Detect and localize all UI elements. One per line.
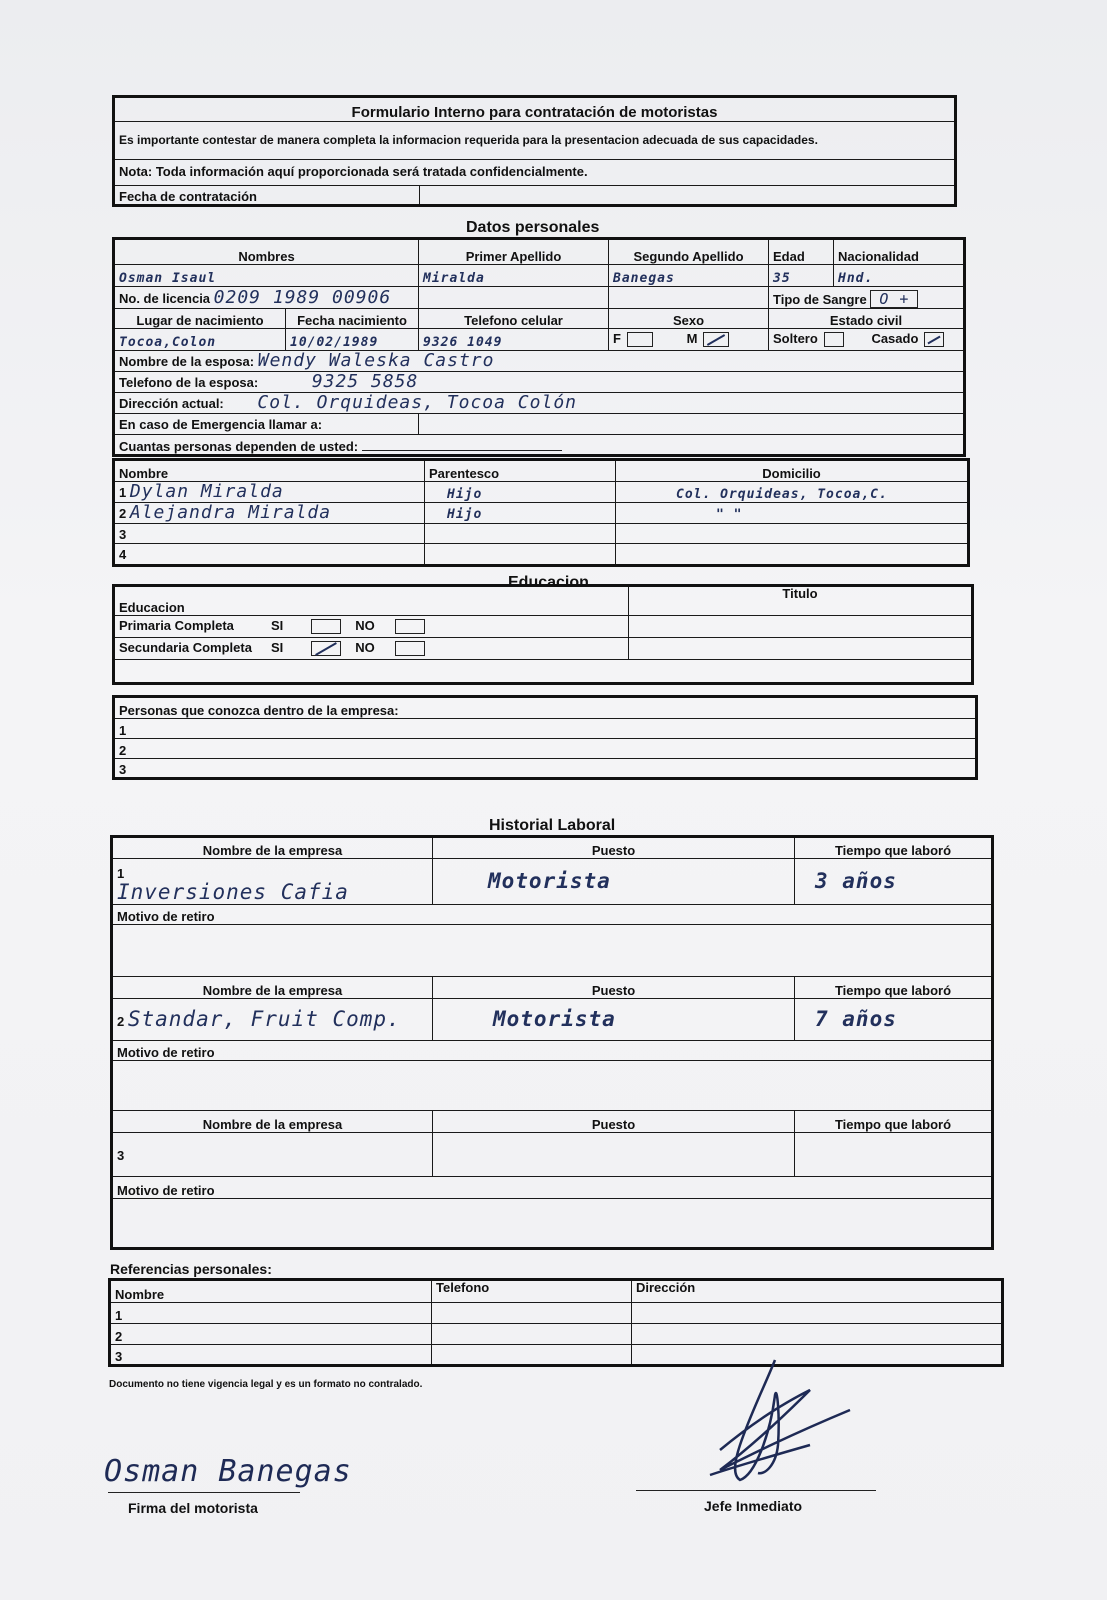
education-label: Educacion	[114, 586, 629, 616]
job-3-number: 3	[117, 1147, 125, 1163]
secondary-no-label: NO	[355, 639, 375, 655]
secondary-no-checkbox[interactable]	[395, 641, 425, 656]
job-3-position-field[interactable]	[433, 1133, 795, 1177]
table-row	[110, 1324, 1003, 1345]
sex-m-checkbox[interactable]	[703, 332, 729, 347]
primary-label: Primaria Completa	[119, 617, 234, 633]
job-2-time-header: Tiempo que laboró	[795, 977, 993, 999]
civil-status-label: Estado civil	[769, 309, 965, 329]
job-2-position-header: Puesto	[433, 977, 795, 999]
dependents-label: Cuantas personas dependen de usted:	[119, 438, 359, 454]
references-address-header: Dirección	[632, 1280, 1003, 1303]
second-surname-label: Segundo Apellido	[609, 239, 769, 265]
dependents-field[interactable]	[362, 450, 562, 451]
form-intro: Es importante contestar de manera completa la informacion requerida para la presentacion adecuada de sus capacidades.	[114, 122, 956, 160]
job-2-time-field[interactable]: 7 años	[795, 999, 993, 1041]
license-label: No. de licencia	[119, 291, 211, 307]
primary-si-checkbox[interactable]	[311, 619, 341, 634]
job-1-position-field[interactable]: Motorista	[433, 859, 795, 905]
job-3-company-header: Nombre de la empresa	[112, 1111, 433, 1133]
job-2-number: 2	[117, 1013, 125, 1029]
license-field[interactable]: 0209 1989 00906	[213, 287, 392, 309]
boss-label: Jefe Inmediato	[704, 1498, 803, 1514]
job-2-reason-field[interactable]	[112, 1061, 993, 1111]
row-number: 1	[119, 485, 127, 500]
second-surname-field[interactable]: Banegas	[609, 265, 769, 287]
secondary-si-label: SI	[271, 639, 284, 655]
cellphone-label: Telefono celular	[419, 309, 609, 329]
dependents-table	[112, 458, 970, 567]
first-surname-field[interactable]: Miralda	[419, 265, 609, 287]
reference-2-phone[interactable]	[432, 1324, 632, 1345]
driver-signature-label: Firma del motorista	[128, 1500, 258, 1516]
age-field[interactable]: 35	[769, 265, 834, 287]
dependent-2-relation[interactable]: Hijo	[425, 502, 616, 523]
job-2-reason-label: Motivo de retiro	[112, 1041, 993, 1061]
nationality-field[interactable]: Hnd.	[834, 265, 965, 287]
list-item[interactable]	[114, 719, 977, 739]
contact-3-field[interactable]: 3	[114, 759, 977, 779]
dependent-1-name[interactable]: Dylan Miralda	[129, 481, 284, 502]
dependents-name-header: Nombre	[114, 460, 425, 482]
education-section-title: Educacion	[508, 574, 589, 591]
job-1-company-header: Nombre de la empresa	[112, 837, 433, 859]
reference-1-address[interactable]	[632, 1303, 1003, 1324]
dependent-3-domicile[interactable]	[616, 523, 969, 544]
contact-2-field[interactable]: 2	[114, 739, 977, 759]
job-1-number: 1	[117, 865, 125, 881]
spouse-name-label: Nombre de la esposa:	[119, 354, 255, 370]
dependents-domicile-header: Domicilio	[616, 460, 969, 482]
dependents-relation-header: Parentesco	[425, 460, 616, 482]
sex-f-checkbox[interactable]	[627, 332, 653, 347]
sex-label: Sexo	[609, 309, 769, 329]
dependent-4-domicile[interactable]	[616, 544, 969, 566]
job-3-time-field[interactable]	[795, 1133, 993, 1177]
disclaimer: Documento no tiene vigencia legal y es un formato no contralado.	[109, 1379, 423, 1390]
secondary-label: Secundaria Completa	[119, 639, 252, 655]
employment-table	[110, 835, 994, 1250]
secondary-title-field[interactable]	[629, 638, 973, 660]
references-phone-header: Telefono	[432, 1280, 632, 1303]
hire-date-field[interactable]	[420, 186, 956, 206]
contact-1-field[interactable]: 1	[114, 719, 977, 739]
blood-type-label: Tipo de Sangre	[773, 291, 867, 307]
job-2-company-header: Nombre de la empresa	[112, 977, 433, 999]
spouse-phone-label: Telefono de la esposa:	[119, 375, 259, 391]
married-label: Casado	[871, 330, 919, 346]
dependent-3-relation[interactable]	[425, 523, 616, 544]
personal-section-title: Datos personales	[466, 219, 600, 236]
driver-signature: Osman Banegas	[104, 1454, 352, 1489]
birthplace-field[interactable]: Tocoa,Colon	[114, 329, 286, 351]
contacts-label: Personas que conozca dentro de la empresa:	[114, 697, 977, 719]
contacts-table	[112, 695, 978, 780]
job-1-time-field[interactable]: 3 años	[795, 859, 993, 905]
job-1-reason-field[interactable]	[112, 925, 993, 977]
table-row	[114, 544, 969, 566]
cellphone-field[interactable]: 9326 1049	[419, 329, 609, 351]
references-table	[108, 1278, 1004, 1367]
age-label: Edad	[769, 239, 834, 265]
table-row	[114, 502, 969, 523]
education-table	[112, 584, 974, 685]
primary-no-checkbox[interactable]	[395, 619, 425, 634]
reference-1-name[interactable]: 1	[110, 1303, 432, 1324]
dependent-2-domicile[interactable]: " "	[616, 502, 969, 523]
personal-table	[112, 237, 966, 457]
reference-3-phone[interactable]	[432, 1345, 632, 1366]
job-1-time-header: Tiempo que laboró	[795, 837, 993, 859]
emergency-label: En caso de Emergencia llamar a:	[119, 417, 323, 433]
single-label: Soltero	[773, 330, 818, 346]
dependent-4-relation[interactable]	[425, 544, 616, 566]
address-field[interactable]: Col. Orquideas, Tocoa Colón	[257, 392, 577, 414]
job-1-reason-label: Motivo de retiro	[112, 905, 993, 925]
primary-no-label: NO	[355, 617, 375, 633]
names-label: Nombres	[114, 239, 419, 265]
spouse-name-field[interactable]: Wendy Waleska Castro	[257, 350, 495, 372]
names-field[interactable]: Osman Isaul	[114, 265, 419, 287]
driver-signature-line	[108, 1492, 300, 1493]
sex-m-label: M	[686, 330, 698, 346]
row-number: 4	[119, 547, 127, 563]
table-row	[114, 482, 969, 503]
row-number: 2	[119, 505, 127, 521]
job-3-reason-field[interactable]	[112, 1199, 993, 1249]
sex-f-label: F	[613, 330, 621, 346]
birthdate-label: Fecha nacimiento	[286, 309, 419, 329]
boss-signature	[680, 1355, 880, 1500]
reference-1-phone[interactable]	[432, 1303, 632, 1324]
job-1-company-field[interactable]: Inversiones Cafia	[117, 879, 349, 904]
header-table	[112, 95, 957, 207]
address-label: Dirección actual:	[119, 396, 224, 412]
employment-section-title: Historial Laboral	[489, 817, 616, 834]
form-note: Nota: Toda información aquí proporcionada será tratada confidencialmente.	[114, 160, 956, 186]
nationality-label: Nacionalidad	[834, 239, 965, 265]
first-surname-label: Primer Apellido	[419, 239, 609, 265]
job-3-reason-label: Motivo de retiro	[112, 1177, 993, 1199]
education-title-header: Titulo	[629, 586, 973, 616]
references-label: Referencias personales:	[110, 1261, 272, 1277]
birthdate-field[interactable]: 10/02/1989	[286, 329, 419, 351]
boss-signature-line	[636, 1490, 876, 1491]
primary-title-field[interactable]	[629, 616, 973, 638]
list-item[interactable]	[114, 759, 977, 779]
references-name-header: Nombre	[110, 1280, 432, 1303]
list-item[interactable]	[114, 739, 977, 759]
row-number: 3	[119, 526, 127, 542]
job-2-position-field[interactable]: Motorista	[433, 999, 795, 1041]
table-row	[110, 1303, 1003, 1324]
primary-si-label: SI	[271, 617, 284, 633]
job-3-position-header: Puesto	[433, 1111, 795, 1133]
secondary-si-checkbox[interactable]	[311, 641, 341, 656]
job-2-company-field[interactable]: Standar, Fruit Comp.	[127, 1006, 401, 1031]
married-checkbox[interactable]	[924, 332, 944, 347]
reference-2-address[interactable]	[632, 1324, 1003, 1345]
table-row	[114, 523, 969, 544]
job-1-position-header: Puesto	[433, 837, 795, 859]
dependent-2-name[interactable]: Alejandra Miralda	[129, 502, 332, 523]
job-3-time-header: Tiempo que laboró	[795, 1111, 993, 1133]
single-checkbox[interactable]	[824, 332, 844, 347]
reference-2-name[interactable]: 2	[110, 1324, 432, 1345]
form-title: Formulario Interno para contratación de motoristas	[114, 97, 956, 122]
dependent-1-domicile[interactable]: Col. Orquideas, Tocoa,C.	[616, 482, 969, 503]
spouse-phone-field[interactable]: 9325 5858	[311, 371, 419, 393]
birthplace-label: Lugar de nacimiento	[114, 309, 286, 329]
blood-type-field[interactable]: O +	[870, 290, 918, 309]
hire-date-label: Fecha de contratación	[114, 186, 420, 206]
dependent-1-relation[interactable]: Hijo	[425, 482, 616, 503]
reference-3-name[interactable]: 3	[110, 1345, 432, 1366]
